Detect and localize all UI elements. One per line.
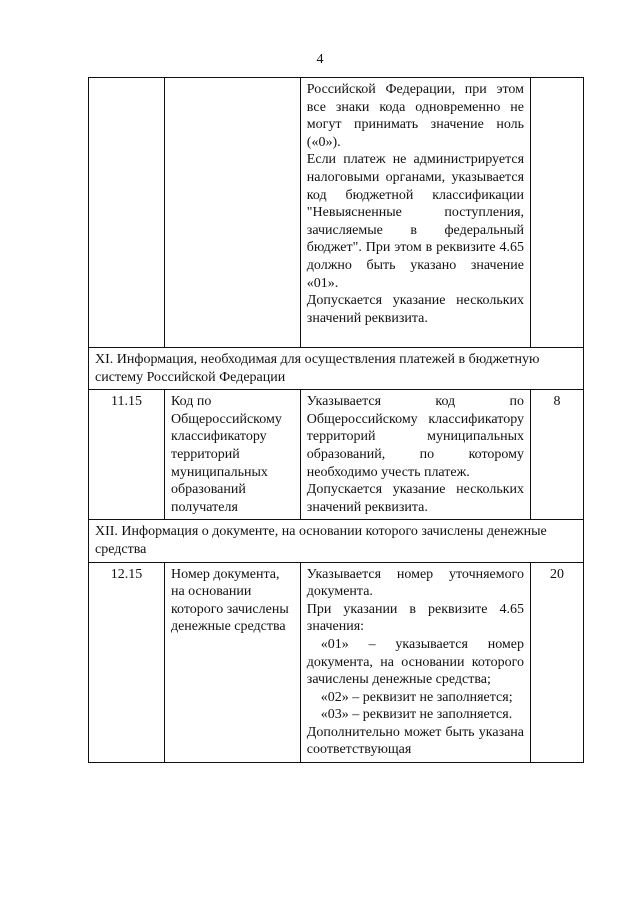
description-paragraph: Дополнительно может быть указана соответствующая [306,724,525,758]
number-cell: 11.15 [89,390,165,520]
page-number: 4 [316,52,324,67]
section-title: XI. Информация, необходимая для осуществления платежей в бюджетную систему Российской Федерации [89,348,584,390]
number-cell: 12.15 [89,562,165,763]
table-row [89,390,584,520]
description-paragraph: «03» – реквизит не заполняется. [320,707,513,723]
section-title-row [89,520,584,562]
name-cell [164,78,300,348]
description-paragraph: Если платеж не администрируется налоговыми органами, указывается код бюджетной классификации "Невыясненные поступления, зачисляемые в федеральный бюджет". При этом в реквизите 4.65 должно быть указано значение «01». [306,152,525,291]
length-cell: 20 [531,562,584,763]
number-cell [89,78,165,348]
table-row-continuation [89,78,584,348]
section-title-row [89,348,584,390]
description-paragraph: Допускается указание нескольких значений реквизита. [306,293,525,326]
description-paragraph: Указывается код по Общероссийскому классификатору территорий муниципальных образований, по которому необходимо учесть платеж. [306,394,525,480]
length-cell [531,78,584,348]
description-cell [300,78,530,348]
description-cell [300,390,530,520]
name-cell: Номер документа, на основании которого зачислены денежные средства [164,562,300,763]
section-title: XII. Информация о документе, на основании которого зачислены денежные средства [89,520,584,562]
requisites-table [88,77,584,763]
description-paragraph: «02» – реквизит не заполняется; [320,689,513,705]
name-cell: Код по Общероссийскому классификатору территорий муниципальных образований получателя [164,390,300,520]
description-paragraph: Указывается номер уточняемого документа. [306,566,525,600]
description-paragraph: «01» – указывается номер документа, на основании которого зачислены денежные средства; [306,636,525,688]
length-cell: 8 [531,390,584,520]
description-paragraph: При указании в реквизите 4.65 значения: [306,601,525,635]
description-paragraph: Допускается указание нескольких значений реквизита. [306,482,525,515]
description-paragraph: Российской Федерации, при этом все знаки кода одновременно не могут принимать значение ноль («0»). [306,82,525,150]
description-cell [300,562,530,763]
table-row [89,562,584,763]
